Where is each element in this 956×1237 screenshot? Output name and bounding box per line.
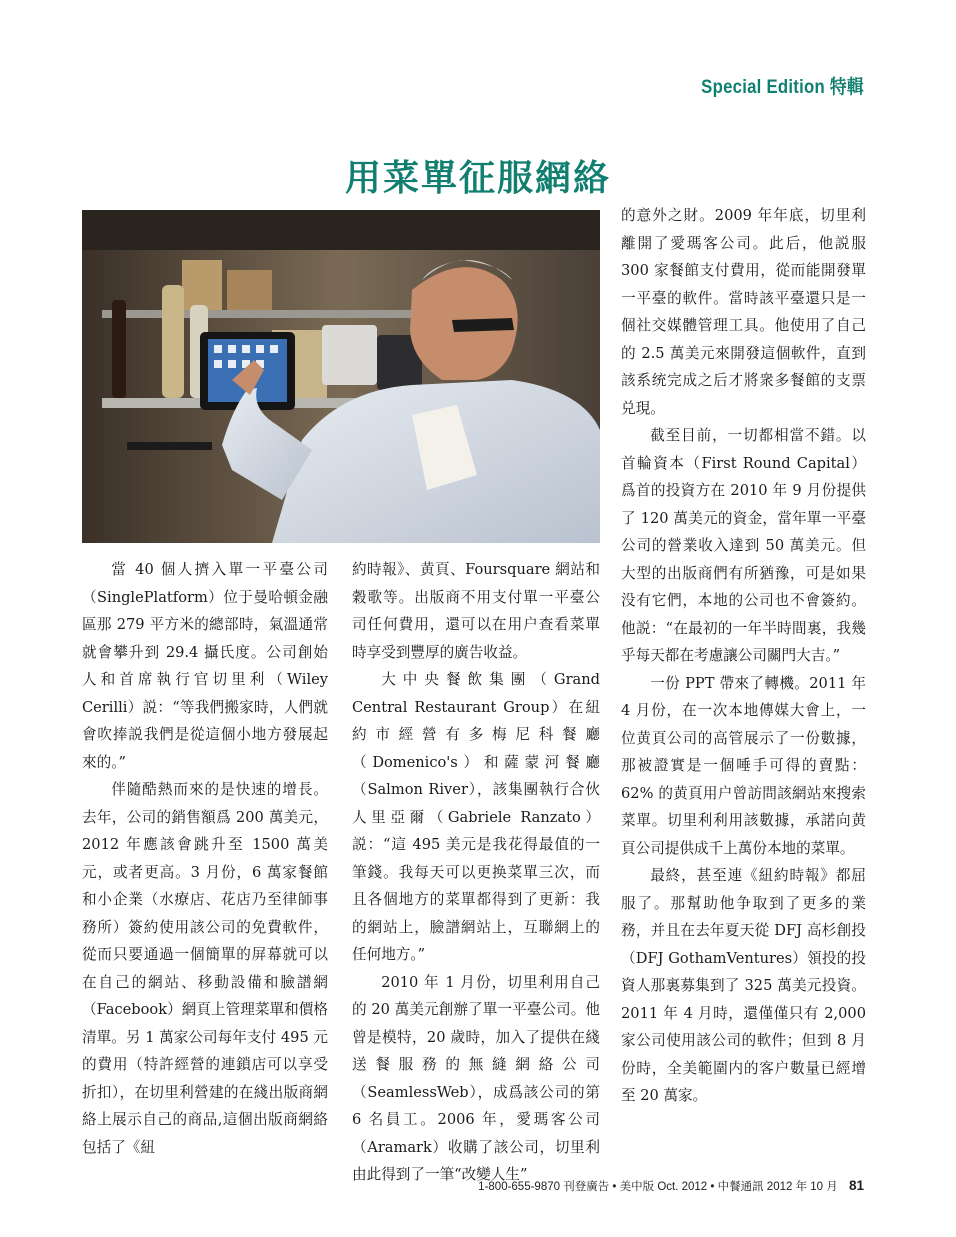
article-column-3 [621,202,866,1110]
paragraph: 2010 年 1 月份，切里利用自己的 20 萬美元創辦了單一平臺公司。他曾是模特，20 歲時，加入了提供在綫送餐服務的無縫網絡公司（SeamlessWeb），成爲該公司的第 6 名員工。2006 年，愛瑪客公司（Aramark）收購了該公司，切里利由此得到了一筆“改變人生” [352,973,600,1183]
article-photo [82,210,600,543]
article-column-1 [82,556,328,1161]
section-tag: Special Edition 特輯 [701,77,864,98]
paragraph: 當 40 個人擠入單一平臺公司（SinglePlatform）位于曼哈頓金融區那 279 平方米的總部時，氣溫通常就會攀升到 29.4 攝氏度。公司創始人和首席執行官切里利（Wiley Cerilli）説：“等我們搬家時，人們就會吹捧説我們是從這個小地方發展起來的。” [82,561,328,771]
page-number: 81 [848,1178,864,1193]
paragraph: 伴隨酷熱而來的是快速的增長。去年，公司的銷售額爲 200 萬美元，2012 年應該會跳升至 1500 萬美元，或者更高。3 月份，6 萬家餐館和小企業（水療店、花店乃至律師事務所）簽約使用該公司的免費軟件，從而只要通過一個簡單的屏幕就可以在自己的網站、移動設備和臉譜網（Facebook）網頁上管理菜單和價格清單。另 1 萬家公司每年支付 495 元的費用（特許經營的連鎖店可以享受折扣），在切里利營建的在綫出版商網絡上展示自己的商品,這個出版商網絡包括了《紐 [82,781,328,1156]
paragraph-continued: 約時報》、黄頁、Foursquare 網站和穀歌等。出版商不用支付單一平臺公司任何費用，還可以在用户查看菜單時享受到豐厚的廣告收益。 [352,561,600,661]
article-title: 用菜單征服網絡 [344,158,611,200]
paragraph: 截至目前，一切都相當不錯。以首輪資本（First Round Capital）爲首的投資方在 2010 年 9 月份提供了 120 萬美元的資金，當年單一平臺公司的營業收入達到 50 萬美元。但大型的出版商們有所猶豫，可是如果没有它們，本地的公司也不會簽約。他説：“在最初的一年半時間裏，我幾乎每天都在考慮讓公司關門大吉。” [621,427,866,664]
footer-text: 1-800-655-9870 刊登廣告 • 美中版 Oct. 2012 • 中餐通訊 2012 年 10 月 [478,1181,838,1193]
paragraph-continued: 的意外之財。2009 年年底，切里利離開了愛瑪客公司。此后，他説服 300 家餐館支付費用，從而能開發單一平臺的軟件。當時該平臺還只是一個社交媒體管理工具。他使用了自己的 2.5 萬美元來開發這個軟件，直到該系统完成之后才將衆多餐館的支票兑現。 [621,207,866,417]
paragraph: 大中央餐飲集團（Grand Central Restaurant Group）在紐約市經營有多梅尼科餐廳（Domenico's）和薩蒙河餐廳（Salmon River），該集團執行合伙人里亞爾（Gabriele Ranzato）説：“這 495 美元是我花得最值的一筆錢。我每天可以更换菜單三次，而且各個地方的菜單都得到了更新：我的網站上，臉譜網站上，互聯網上的任何地方。” [352,671,600,963]
paragraph: 一份 PPT 帶來了轉機。2011 年 4 月份，在一次本地傳媒大會上，一位黄頁公司的高管展示了一份數據，那被證實是一個唾手可得的賣點：62% 的黄頁用户曾訪問該網站來搜索菜單。切里利利用該數據，承諾向黄頁公司提供成千上萬份本地的菜單。 [621,674,866,857]
article-column-2 [352,556,600,1189]
page-footer [478,1178,864,1194]
paragraph: 最終，甚至連《紐約時報》都屈服了。那幫助他争取到了更多的業務，并且在去年夏天從 DFJ 高杉創投（DFJ GothamVentures）領投的投資人那裏募集到了 325 萬美元投資。2011 年 4 月時，還僅僅只有 2,000 家公司使用該公司的軟件；但到 8 月份時，全美範圍内的客户數量已經增至 20 萬家。 [621,867,866,1104]
